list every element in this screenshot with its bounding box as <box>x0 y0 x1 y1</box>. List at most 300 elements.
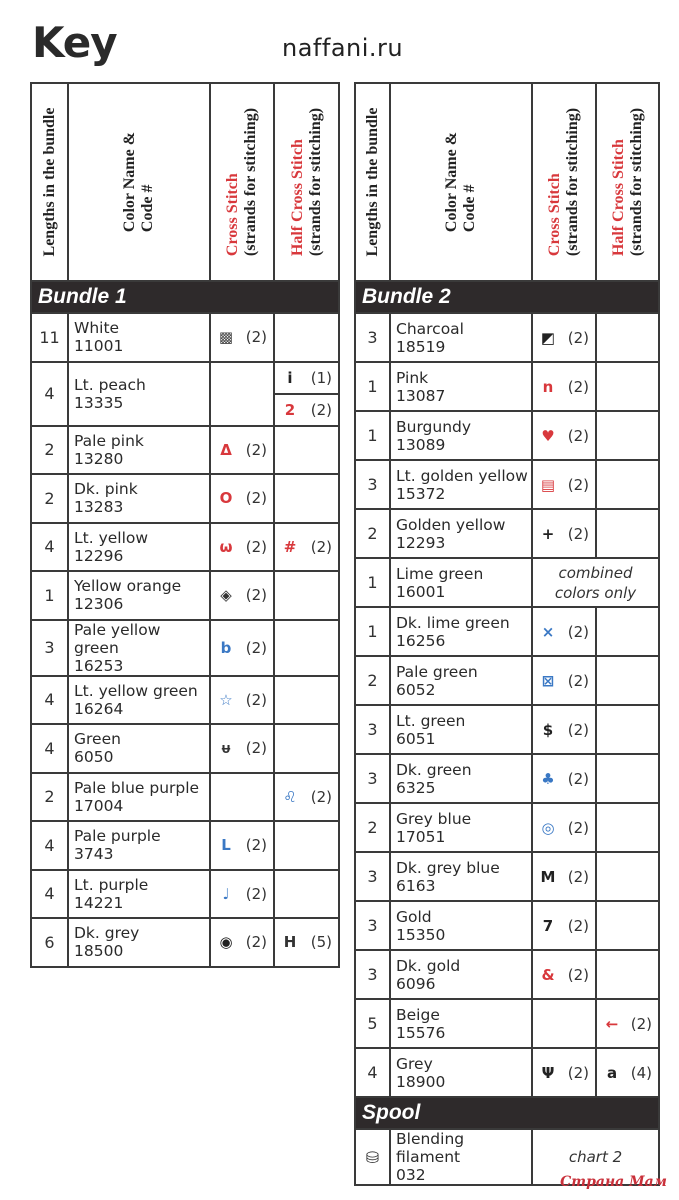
cross-stitch-strands: (2) <box>245 690 267 709</box>
cross-stitch-symbol: & <box>541 965 555 984</box>
color-code: 17004 <box>74 796 124 815</box>
cross-stitch-cell <box>210 523 274 572</box>
table-row <box>31 571 339 620</box>
bundle-length: 2 <box>31 426 68 475</box>
cross-stitch-value <box>211 691 273 709</box>
color-code: 15576 <box>396 1023 446 1042</box>
table-row <box>355 705 659 754</box>
cross-stitch-value <box>533 1064 595 1082</box>
cross-stitch-value <box>533 966 595 984</box>
color-code: 18500 <box>74 942 124 961</box>
cross-stitch-value <box>533 672 595 690</box>
bundle-length: 4 <box>31 523 68 572</box>
cross-stitch-strands: (2) <box>567 916 589 935</box>
table-row <box>31 313 339 362</box>
spool-icon-cell <box>355 1129 390 1185</box>
half-cross-cell <box>596 705 659 754</box>
half-cross-strands: (1) <box>310 368 332 387</box>
table-row <box>355 1048 659 1097</box>
half-cross-cell <box>274 773 339 822</box>
color-name: Lt. golden yellow <box>396 466 528 485</box>
cross-stitch-strands: (2) <box>567 377 589 396</box>
spool-icon: ⛁ <box>365 1147 380 1167</box>
combined-note: combined colors only <box>532 558 659 607</box>
cross-stitch-value <box>533 378 595 396</box>
cross-stitch-symbol: × <box>541 622 555 641</box>
half-cross-value <box>275 788 338 806</box>
color-name-cell <box>68 523 210 572</box>
cross-stitch-cell <box>532 950 596 999</box>
header-lengths <box>31 83 68 281</box>
half-cross-value <box>275 401 338 419</box>
cross-stitch-value <box>533 427 595 445</box>
half-cross-cell <box>274 394 339 426</box>
half-cross-cell <box>274 571 339 620</box>
table-row <box>355 852 659 901</box>
color-name-cell <box>390 460 532 509</box>
cross-stitch-cell <box>210 313 274 362</box>
color-name-cell <box>68 773 210 822</box>
color-code: 16253 <box>74 656 124 675</box>
bundle-length: 3 <box>31 620 68 676</box>
cross-stitch-symbol: ◈ <box>220 586 232 605</box>
cross-stitch-value <box>533 476 595 494</box>
site-label: naffani.ru <box>282 34 404 62</box>
color-name-cell <box>68 313 210 362</box>
cross-stitch-strands: (2) <box>567 867 589 886</box>
color-code: 6050 <box>74 748 114 767</box>
half-cross-cell <box>274 724 339 773</box>
half-cross-value <box>275 369 338 387</box>
header-cross-stitch-label: Cross Stitch <box>224 173 241 257</box>
header-half-cross-stitch-label: Half Cross Stitch <box>288 139 306 257</box>
bundle-length: 4 <box>31 676 68 725</box>
table-row <box>31 523 339 572</box>
color-name-cell <box>68 870 210 919</box>
cross-stitch-cell <box>532 705 596 754</box>
color-name: Lt. yellow green <box>74 681 198 700</box>
bundle-length: 4 <box>31 870 68 919</box>
half-cross-cell <box>596 313 659 362</box>
cross-stitch-cell <box>210 676 274 725</box>
table-row <box>31 474 339 523</box>
cross-stitch-cell <box>210 918 274 967</box>
bundle-length: 4 <box>31 362 68 426</box>
cross-stitch-strands: (2) <box>567 671 589 690</box>
table-row <box>355 558 659 607</box>
color-name: Pale blue purple <box>74 778 200 797</box>
cross-stitch-cell <box>532 999 596 1048</box>
bundle-length: 1 <box>31 571 68 620</box>
header-half-cross-stitch-label: Half Cross Stitch <box>609 139 627 257</box>
color-name: Dk. pink <box>74 480 138 499</box>
color-name-cell <box>390 705 532 754</box>
cross-stitch-strands: (2) <box>567 720 589 739</box>
cross-stitch-cell <box>532 460 596 509</box>
half-cross-cell <box>274 426 339 475</box>
table-row <box>355 950 659 999</box>
color-code: 15350 <box>396 925 446 944</box>
header-color-name <box>390 83 532 281</box>
color-name: Dk. grey blue <box>396 858 500 877</box>
color-code: 12293 <box>396 533 446 552</box>
cross-stitch-strands: (2) <box>245 489 267 508</box>
cross-stitch-cell <box>532 803 596 852</box>
bundle-heading: Bundle 1 <box>31 281 339 313</box>
color-name: Grey blue <box>396 809 472 828</box>
half-cross-cell <box>596 509 659 558</box>
half-cross-symbol: H <box>283 933 297 952</box>
bundle-2-key-table <box>354 82 660 1186</box>
chart-note: chart 2 <box>532 1129 659 1185</box>
color-name: Dk. gold <box>396 956 461 975</box>
cross-stitch-cell <box>210 724 274 773</box>
half-cross-strands: (2) <box>630 1014 652 1033</box>
cross-stitch-symbol: b <box>220 638 232 657</box>
table-row <box>355 999 659 1048</box>
header-row <box>355 83 659 281</box>
color-code: 6052 <box>396 680 436 699</box>
color-name: Lt. green <box>396 711 466 730</box>
half-cross-cell <box>274 474 339 523</box>
cross-stitch-value <box>211 739 273 757</box>
table-row <box>31 724 339 773</box>
half-cross-cell <box>274 918 339 967</box>
table-row <box>31 676 339 725</box>
cross-stitch-value <box>211 836 273 854</box>
cross-stitch-cell <box>532 509 596 558</box>
color-code: 11001 <box>74 337 124 356</box>
color-name-cell <box>68 821 210 870</box>
bundle-length: 2 <box>355 656 390 705</box>
color-name: Yellow orange <box>74 577 182 596</box>
color-name-cell <box>390 509 532 558</box>
cross-stitch-symbol: ▩ <box>218 328 234 347</box>
color-name-cell <box>390 656 532 705</box>
half-cross-cell <box>596 607 659 656</box>
color-name: Pale pink <box>74 431 144 450</box>
cross-stitch-symbol: ♩ <box>222 884 230 903</box>
cross-stitch-value <box>533 868 595 886</box>
watermark: Страна Мам <box>560 1174 667 1190</box>
cross-stitch-value <box>211 441 273 459</box>
cross-stitch-symbol: ♣ <box>541 769 555 788</box>
color-code: 032 <box>396 1166 426 1184</box>
half-cross-cell <box>274 313 339 362</box>
header-code-label: Code # <box>139 184 156 233</box>
color-code: 13335 <box>74 393 124 412</box>
header-lengths-label: Lengths in the bundle <box>363 107 381 257</box>
color-code: 6096 <box>396 974 436 993</box>
cross-stitch-value <box>533 721 595 739</box>
table-row <box>355 901 659 950</box>
half-cross-cell <box>596 460 659 509</box>
table-row <box>355 656 659 705</box>
color-code: 16001 <box>396 582 446 601</box>
table-row <box>355 509 659 558</box>
cross-stitch-value <box>211 586 273 604</box>
color-code: 6163 <box>396 876 436 895</box>
color-code: 13283 <box>74 498 124 517</box>
cross-stitch-strands: (2) <box>245 739 267 758</box>
header-strands-label: (strands for stitching) <box>242 107 259 257</box>
cross-stitch-cell <box>532 901 596 950</box>
cross-stitch-value <box>211 538 273 556</box>
color-name: Gold <box>396 907 432 926</box>
header-cross-stitch <box>210 83 274 281</box>
cross-stitch-cell <box>210 773 274 822</box>
cross-stitch-cell <box>532 607 596 656</box>
color-code: 18519 <box>396 337 446 356</box>
cross-stitch-value <box>533 623 595 641</box>
table-row <box>31 870 339 919</box>
bundle-length: 4 <box>31 821 68 870</box>
cross-stitch-strands: (2) <box>245 836 267 855</box>
table-row <box>355 803 659 852</box>
cross-stitch-cell <box>210 362 274 426</box>
header-strands-label: (strands for stitching) <box>627 107 645 257</box>
table-row <box>355 754 659 803</box>
half-cross-cell <box>596 999 659 1048</box>
header-lengths-label: Lengths in the bundle <box>40 107 58 257</box>
bundle-1-key-table <box>30 82 340 968</box>
table-row <box>31 362 339 394</box>
bundle-length: 11 <box>31 313 68 362</box>
bundle-length: 1 <box>355 362 390 411</box>
table-row <box>355 460 659 509</box>
color-name-cell <box>68 676 210 725</box>
cross-stitch-strands: (2) <box>245 933 267 952</box>
cross-stitch-cell <box>210 571 274 620</box>
cross-stitch-symbol: n <box>542 377 554 396</box>
table-row <box>31 918 339 967</box>
half-cross-strands: (5) <box>310 933 332 952</box>
cross-stitch-strands: (2) <box>245 638 267 657</box>
half-cross-strands: (2) <box>310 787 332 806</box>
bundle-length: 6 <box>31 918 68 967</box>
color-code: 6051 <box>396 729 436 748</box>
bundle-length: 2 <box>31 773 68 822</box>
half-cross-cell <box>596 852 659 901</box>
cross-stitch-cell <box>210 821 274 870</box>
bundle-length: 4 <box>31 724 68 773</box>
table-row <box>31 426 339 475</box>
color-code: 17051 <box>396 827 446 846</box>
color-name: Dk. grey <box>74 924 140 943</box>
page-title: Key <box>32 18 117 67</box>
color-code: 16264 <box>74 699 124 718</box>
color-name-cell <box>390 852 532 901</box>
half-cross-cell <box>596 803 659 852</box>
half-cross-symbol: i <box>287 368 293 387</box>
spool-heading-row <box>355 1097 659 1129</box>
color-name-cell <box>390 558 532 607</box>
color-name: Pale purple <box>74 827 161 846</box>
header-half-cross-stitch <box>274 83 339 281</box>
half-cross-cell <box>596 901 659 950</box>
color-name-cell <box>390 362 532 411</box>
header-strands-label: (strands for stitching) <box>306 107 324 257</box>
spool-heading: Spool <box>355 1097 659 1129</box>
cross-stitch-value <box>211 885 273 903</box>
color-name: Pink <box>396 368 429 387</box>
header-row <box>31 83 339 281</box>
color-name-cell <box>68 918 210 967</box>
half-cross-cell <box>274 676 339 725</box>
color-code: 3743 <box>74 845 114 864</box>
color-name-cell <box>390 803 532 852</box>
table-row <box>31 620 339 676</box>
half-cross-strands: (4) <box>630 1063 652 1082</box>
color-name: Pale yellow green <box>74 620 161 657</box>
cross-stitch-symbol: + <box>541 524 555 543</box>
cross-stitch-strands: (2) <box>567 818 589 837</box>
color-name-cell <box>390 950 532 999</box>
cross-stitch-cell <box>210 426 274 475</box>
bundle-length: 1 <box>355 558 390 607</box>
color-name-cell <box>390 607 532 656</box>
header-strands-label: (strands for stitching) <box>564 107 581 257</box>
cross-stitch-value <box>533 917 595 935</box>
color-name-cell <box>68 474 210 523</box>
cross-stitch-cell <box>532 411 596 460</box>
table-row <box>355 362 659 411</box>
color-name-cell <box>390 313 532 362</box>
color-code: 6325 <box>396 778 436 797</box>
cross-stitch-strands: (2) <box>245 586 267 605</box>
cross-stitch-strands: (2) <box>245 884 267 903</box>
cross-stitch-value <box>533 329 595 347</box>
color-name: Green <box>74 730 121 749</box>
color-name: Grey <box>396 1054 433 1073</box>
half-cross-cell <box>274 523 339 572</box>
cross-stitch-value <box>533 819 595 837</box>
half-cross-cell <box>274 362 339 394</box>
cross-stitch-strands: (2) <box>567 524 589 543</box>
color-name-cell <box>68 724 210 773</box>
bundle-length: 2 <box>355 509 390 558</box>
half-cross-cell <box>596 754 659 803</box>
color-name-cell <box>68 571 210 620</box>
cross-stitch-strands: (2) <box>567 1063 589 1082</box>
bundle-length: 1 <box>355 607 390 656</box>
half-cross-symbol: # <box>283 537 297 556</box>
color-name-cell <box>68 362 210 426</box>
header-half-cross-stitch <box>596 83 659 281</box>
color-code: 14221 <box>74 893 124 912</box>
bundle-length: 3 <box>355 754 390 803</box>
color-code: 13089 <box>396 435 446 454</box>
header-color-name-label: Color Name & <box>121 131 138 233</box>
cross-stitch-symbol: Ψ <box>541 1063 555 1082</box>
half-cross-symbol: a <box>606 1063 618 1082</box>
color-name: Lt. peach <box>74 375 146 394</box>
half-cross-strands: (2) <box>310 400 332 419</box>
half-cross-value <box>275 538 338 556</box>
color-code: 13280 <box>74 449 124 468</box>
bundle-length: 1 <box>355 411 390 460</box>
cross-stitch-symbol: O <box>219 489 233 508</box>
cross-stitch-value <box>211 639 273 657</box>
cross-stitch-cell <box>532 1048 596 1097</box>
cross-stitch-value <box>211 328 273 346</box>
color-name: Dk. lime green <box>396 613 510 632</box>
cross-stitch-symbol: ω <box>219 537 233 556</box>
color-name: Dk. green <box>396 760 472 779</box>
cross-stitch-symbol: ♥ <box>541 426 555 445</box>
cross-stitch-symbol: ▤ <box>540 475 556 494</box>
cross-stitch-symbol: $ <box>542 720 554 739</box>
cross-stitch-strands: (2) <box>567 965 589 984</box>
half-cross-value <box>597 1015 658 1033</box>
bundle-length: 2 <box>31 474 68 523</box>
table-row <box>355 313 659 362</box>
cross-stitch-cell <box>532 852 596 901</box>
cross-stitch-value <box>211 489 273 507</box>
cross-stitch-symbol: ◩ <box>540 328 556 347</box>
cross-stitch-value <box>533 525 595 543</box>
half-cross-cell <box>596 1048 659 1097</box>
bundle-length: 3 <box>355 950 390 999</box>
cross-stitch-strands: (2) <box>567 622 589 641</box>
header-color-name <box>68 83 210 281</box>
color-name: Beige <box>396 1005 440 1024</box>
bundle-length: 5 <box>355 999 390 1048</box>
color-name: Lt. purple <box>74 875 149 894</box>
bundle-length: 3 <box>355 705 390 754</box>
half-cross-cell <box>596 656 659 705</box>
color-code: 12306 <box>74 595 124 614</box>
color-name: White <box>74 319 120 338</box>
cross-stitch-value <box>533 770 595 788</box>
cross-stitch-symbol: ⊠ <box>541 671 555 690</box>
table-row <box>31 821 339 870</box>
half-cross-symbol: ♌ <box>283 787 297 806</box>
cross-stitch-symbol: ◉ <box>219 933 233 952</box>
half-cross-cell <box>274 870 339 919</box>
header-color-name-label: Color Name & <box>443 131 460 233</box>
half-cross-cell <box>596 950 659 999</box>
cross-stitch-cell <box>210 620 274 676</box>
cross-stitch-value <box>211 933 273 951</box>
cross-stitch-symbol: ᵾ <box>221 739 231 758</box>
color-code: 16256 <box>396 631 446 650</box>
color-name: Golden yellow <box>396 515 506 534</box>
half-cross-cell <box>274 821 339 870</box>
bundle-length: 3 <box>355 460 390 509</box>
cross-stitch-strands: (2) <box>245 537 267 556</box>
header-lengths <box>355 83 390 281</box>
half-cross-symbol: 2 <box>284 400 296 419</box>
cross-stitch-strands: (2) <box>567 426 589 445</box>
half-cross-strands: (2) <box>310 537 332 556</box>
cross-stitch-cell <box>532 656 596 705</box>
bundle-length: 3 <box>355 852 390 901</box>
color-name-cell <box>390 999 532 1048</box>
table-row <box>31 773 339 822</box>
half-cross-cell <box>596 362 659 411</box>
color-name-cell <box>390 901 532 950</box>
half-cross-cell <box>596 411 659 460</box>
bundle-length: 3 <box>355 313 390 362</box>
bundle-heading: Bundle 2 <box>355 281 659 313</box>
cross-stitch-cell <box>532 754 596 803</box>
color-name: Burgundy <box>396 417 472 436</box>
cross-stitch-cell <box>532 313 596 362</box>
color-name-cell <box>390 1048 532 1097</box>
header-cross-stitch <box>532 83 596 281</box>
cross-stitch-symbol: M <box>540 867 556 886</box>
